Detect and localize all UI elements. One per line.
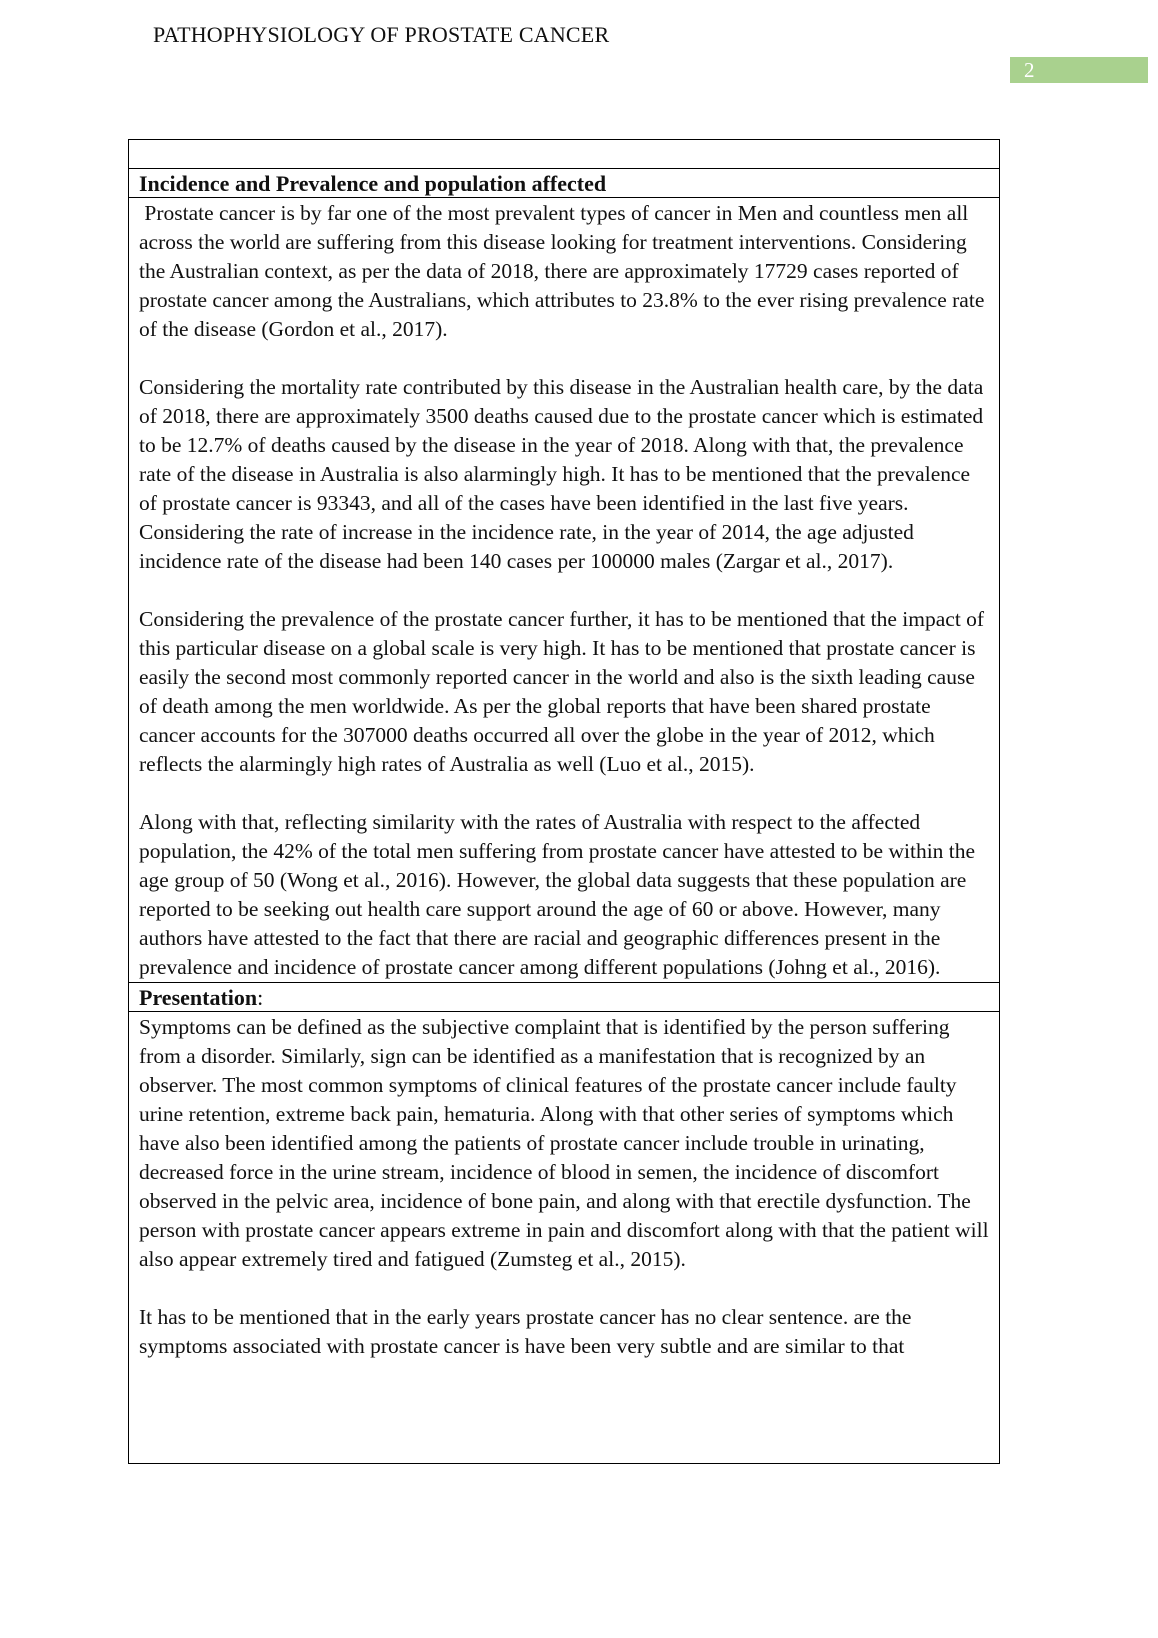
section-body-incidence — [129, 198, 999, 983]
running-header-title: PATHOPHYSIOLOGY OF PROSTATE CANCER — [153, 22, 610, 47]
body-paragraph: Along with that, reflecting similarity with the rates of Australia with respect to the affected population, the 42% of the total men suffering from prostate cancer have attested to be within the age group of 50 (Wong et al., 2016). However, the global data suggests that these population are reported to be seeking out health care support around the age of 60 or above. However, many authors have attested to the fact that there are racial and geographic differences present in the prevalence and incidence of prostate cancer among different populations (Johng et al., 2016). — [139, 810, 976, 979]
content-table — [128, 139, 1000, 1464]
page-number-badge: 2 — [1010, 57, 1148, 83]
section-heading-incidence — [129, 169, 999, 198]
heading-colon: : — [257, 985, 264, 1010]
empty-table-row — [129, 140, 999, 169]
body-paragraph: Prostate cancer is by far one of the most prevalent types of cancer in Men and countless men all across the world are suffering from this disease looking for treatment interventions. Considering the Australian context, as per the data of 2018, there are approximately 17729 cases reported of prostate cancer among the Australians, which attributes to 23.8% to the ever rising prevalence rate of the disease (Gordon et al., 2017). — [139, 201, 990, 341]
section-heading-text: Presentation — [139, 985, 258, 1010]
section-heading-text: Incidence and Prevalence and population affected — [139, 171, 607, 196]
section-heading-presentation — [129, 983, 999, 1012]
body-paragraph: Symptoms can be defined as the subjective complaint that is identified by the person suffering from a disorder. Similarly, sign can be identified as a manifestation that is recognized by an observer. The most common symptoms of clinical features of the prostate cancer include faulty urine retention, extreme back pain, hematuria. Along with that other series of symptoms which have also been identified among the patients of prostate cancer include trouble in urinating, decreased force in the urine stream, incidence of blood in semen, the incidence of discomfort observed in the pelvic area, incidence of bone pain, and along with that erectile dysfunction. The person with prostate cancer appears extreme in pain and discomfort along with that the patient will also appear extremely tired and fatigued (Zumsteg et al., 2015). — [139, 1015, 989, 1271]
body-paragraph: It has to be mentioned that in the early years prostate cancer has no clear sentence. are the symptoms associated with prostate cancer is have been very subtle and are similar to that — [139, 1305, 912, 1358]
section-body-presentation — [129, 1012, 999, 1385]
body-paragraph: Considering the mortality rate contributed by this disease in the Australian health care, by the data of 2018, there are approximately 3500 deaths caused due to the prostate cancer which is estimated to be 12.7% of deaths caused by the disease in the year of 2018. Along with that, the prevalence rate of the disease in Australia is also alarmingly high. It has to be mentioned that the prevalence of prostate cancer is 93343, and all of the cases have been identified in the last five years. Considering the rate of increase in the incidence rate, in the year of 2014, the age adjusted incidence rate of the disease had been 140 cases per 100000 males (Zargar et al., 2017). — [139, 375, 984, 573]
body-paragraph: Considering the prevalence of the prostate cancer further, it has to be mentioned that the impact of this particular disease on a global scale is very high. It has to be mentioned that prostate cancer is easily the second most commonly reported cancer in the world and also is the sixth leading cause of death among the men worldwide. As per the global reports that have been shared prostate cancer accounts for the 307000 deaths occurred all over the globe in the year of 2012, which reflects the alarmingly high rates of Australia as well (Luo et al., 2015). — [139, 607, 985, 776]
